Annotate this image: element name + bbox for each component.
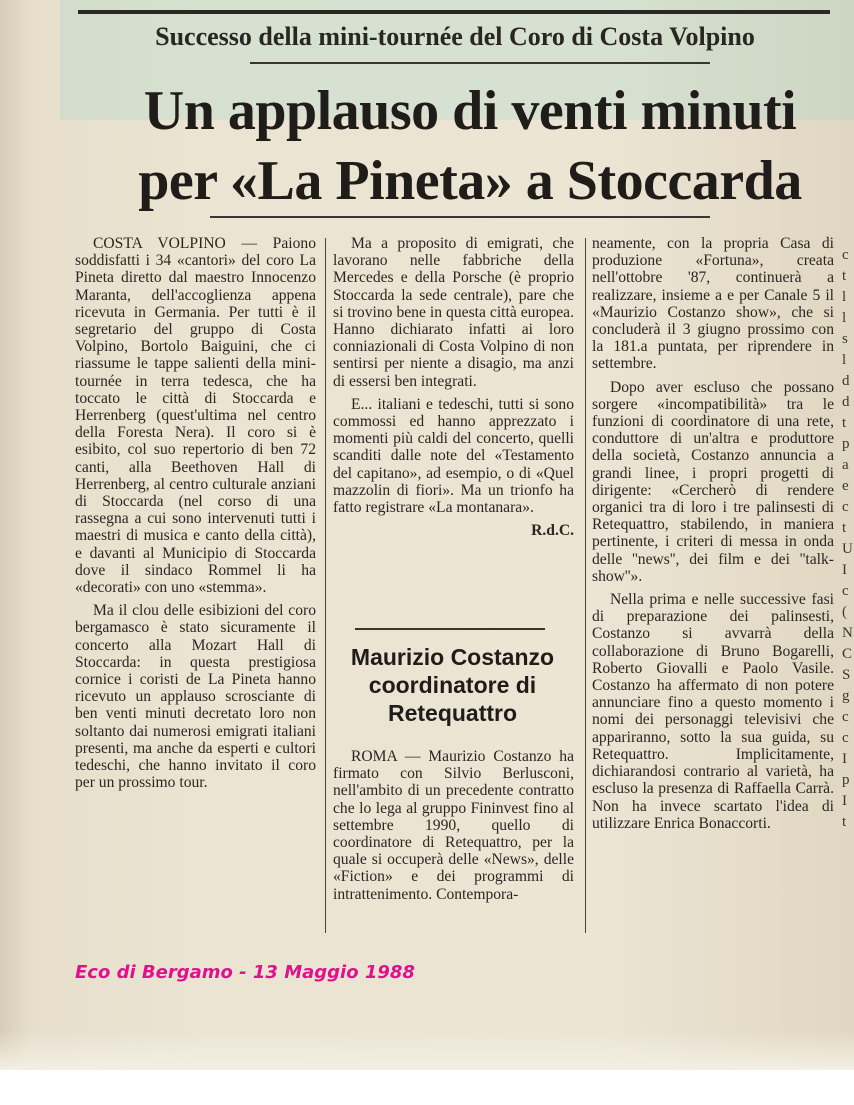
fragment-letter: I (842, 751, 847, 767)
source-caption: Eco di Bergamo - 13 Maggio 1988 (75, 962, 415, 983)
column-divider (585, 238, 586, 933)
fragment-letter: l (842, 289, 847, 305)
fragment-letter: e (842, 478, 849, 494)
headline-line-1: Un applauso di venti minuti (143, 80, 797, 142)
fragment-letter: t (842, 520, 847, 536)
paragraph: E... italiani e tedeschi, tutti si sono commossi ed hanno apprezzato i momenti più caldi del concerto, quelli scanditi dalle note del «Testamento del capitano», ad esempio, o di «Quel mazzolin di fiori». Ma un trionfo ha fatto registrare «La montanara». (333, 395, 574, 517)
article-kicker: Successo della mini-tournée del Coro di Costa Volpino (155, 22, 755, 51)
fragment-letter: ( (842, 604, 847, 620)
paragraph: Dopo aver escluso che possano sorgere «incompatibilità» tra le funzioni di coordinatore di una rete, conduttore di un'altra e produttore della società, Costanzo annuncia a grandi linee, i propri progetti di dirigente: «Cercherò di rendere organici tra di loro i tre palinsesti di Retequattro, stabilendo, in maniera pertinente, i criteri di messa in onda delle ''news'', dei film e dei ''talk-show''». (592, 378, 834, 585)
fragment-letter: g (842, 688, 850, 704)
signature: R.d.C. (531, 522, 574, 540)
fragment-letter: N (842, 625, 853, 641)
paragraph: neamente, con la propria Casa di produzione «Fortuna», creata nell'ottobre '87, continuerà a realizzare, insieme a e per Canale 5 il «Maurizio Costanzo show», che si concluderà il 3 giugno prossimo con la 181.a puntata, per riprendere in settembre. (592, 235, 834, 373)
column-divider (325, 238, 326, 933)
column-2 (333, 235, 574, 545)
fragment-letter: l (842, 310, 847, 326)
fragment-letter: S (842, 667, 851, 683)
fragment-letter: c (842, 499, 849, 515)
fragment-letter: d (842, 394, 850, 410)
fragment-letter: c (842, 247, 849, 263)
headline-line-2: per «La Pineta» a Stoccarda (138, 150, 802, 212)
fragment-letter: t (842, 814, 847, 830)
kicker-rule (250, 62, 710, 64)
paragraph: ROMA — Maurizio Costanzo ha firmato con Silvio Berlusconi, nell'ambito di un precedente contratto che lo lega al gruppo Fininvest fino al settembre 1990, quello di coordinatore di Retequattro, per la quale si occuperà delle «News», delle «Fiction» e dei programmi di intrattenimento. Contempora- (333, 748, 574, 903)
fragment-letter: t (842, 268, 847, 284)
paragraph: Ma il clou delle esibizioni del coro bergamasco è stato sicuramente il concerto alla Mozart Hall di Stoccarda: in questa prestigiosa cornice i coristi de La Pineta hanno ricevuto un applauso scrosciante di ben venti minuti decretato loro non soltanto dai numerosi emigrati italiani presenti, ma anche da esperti e cultori tedeschi, che hanno invitato il coro per un prossimo tour. (75, 602, 316, 792)
adjacent-column-fragment (842, 245, 854, 833)
fragment-letter: p (842, 772, 850, 788)
paragraph: Ma a proposito di emigrati, che lavorano nelle fabbriche della Mercedes e della Porsche (è proprio Stoccarda la sede centrale), pare che si trovino bene in questa città europea. Hanno dichiarato infatti ai loro conniazionali di Costa Volpino di non sentirsi per niente a disagio, ma anzi di essersi ben integrati. (333, 235, 574, 390)
fragment-letter: I (842, 793, 847, 809)
fragment-letter: t (842, 415, 847, 431)
column-3 (592, 235, 834, 838)
second-article-headline: Maurizio Costanzo coordinatore di Retequattro (350, 644, 555, 726)
fragment-letter: U (842, 541, 853, 557)
headline-rule (210, 216, 710, 218)
subhead-rule (355, 628, 545, 630)
paper-edge (0, 1030, 854, 1070)
paragraph: Nella prima e nelle successive fasi di preparazione dei palinsesti, Costanzo si avvarrà della collaborazione di Bruno Bogarelli, Roberto Giovalli e Paolo Vasile. Costanzo ha affermato di non potere annunciare fino a questo momento i nomi dei personaggi televisivi che appariranno, sotto la sua guida, su Retequattro. Implicitamente, dichiarandosi contrario al varietà, ha escluso la presenza di Raffaella Carrà. Non ha invece scartato l'idea di utilizzare Enrica Bonaccorti. (592, 591, 834, 832)
fragment-letter: I (842, 562, 847, 578)
article-headline (80, 76, 854, 216)
top-rule (78, 10, 830, 14)
column-1 (75, 235, 316, 798)
fragment-letter: C (842, 646, 853, 662)
fragment-letter: c (842, 730, 849, 746)
fragment-letter: d (842, 373, 850, 389)
fragment-letter: p (842, 436, 850, 452)
fragment-letter: c (842, 583, 849, 599)
fragment-letter: s (842, 331, 848, 347)
second-article-column-2 (333, 748, 574, 909)
fragment-letter: l (842, 352, 847, 368)
fragment-letter: c (842, 709, 849, 725)
paragraph: COSTA VOLPINO — Paiono soddisfatti i 34 «cantori» del coro La Pineta diretto dal maestro Innocenzo Maranta, dell'accoglienza appena ricevuta in Germania. Per tutti è il segretario del gruppo di Costa Volpino, Bortolo Baiguini, che ci riassume le tappe salienti della mini-tournée in terra tedesca, che ha toccato le città di Stoccarda e Herrenberg (quest'ultima nel centro della Foresta Nera). Il coro si è esibito, col suo repertorio di ben 72 canti, alla Beethoven Hall di Herrenberg, al centro culturale anziani di Stoccarda (nel corso di una rassegna a cui sono intervenuti tutti i maestri di musica e canto della città), e davanti al Municipio di Stoccarda dove il sindaco Rommel li ha «decorati» con uno «stemma». (75, 235, 316, 597)
fragment-letter: a (842, 457, 849, 473)
